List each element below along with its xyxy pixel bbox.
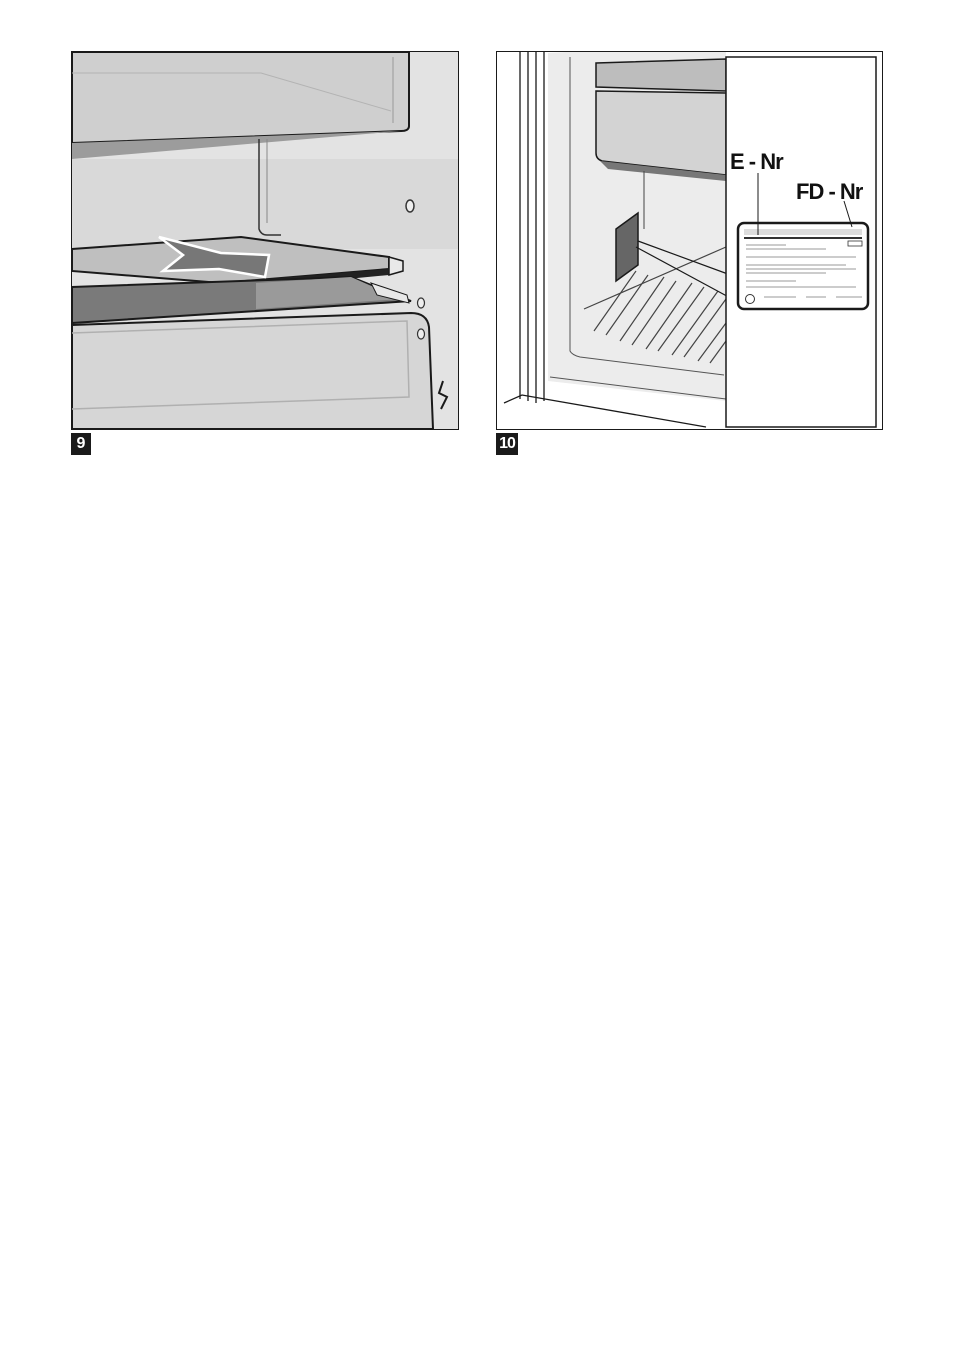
e-nr-label: E - Nr — [730, 149, 783, 174]
rating-plate — [738, 223, 868, 309]
figure-number-badge: 10 — [496, 433, 518, 455]
fd-nr-label: FD - Nr — [796, 179, 863, 204]
figure-9-shelf-removal — [71, 51, 459, 430]
figure-10-illustration — [496, 51, 883, 430]
figure-10-rating-plate — [496, 51, 883, 430]
figure-number-badge: 9 — [71, 433, 91, 455]
figure-9-illustration — [71, 51, 459, 430]
